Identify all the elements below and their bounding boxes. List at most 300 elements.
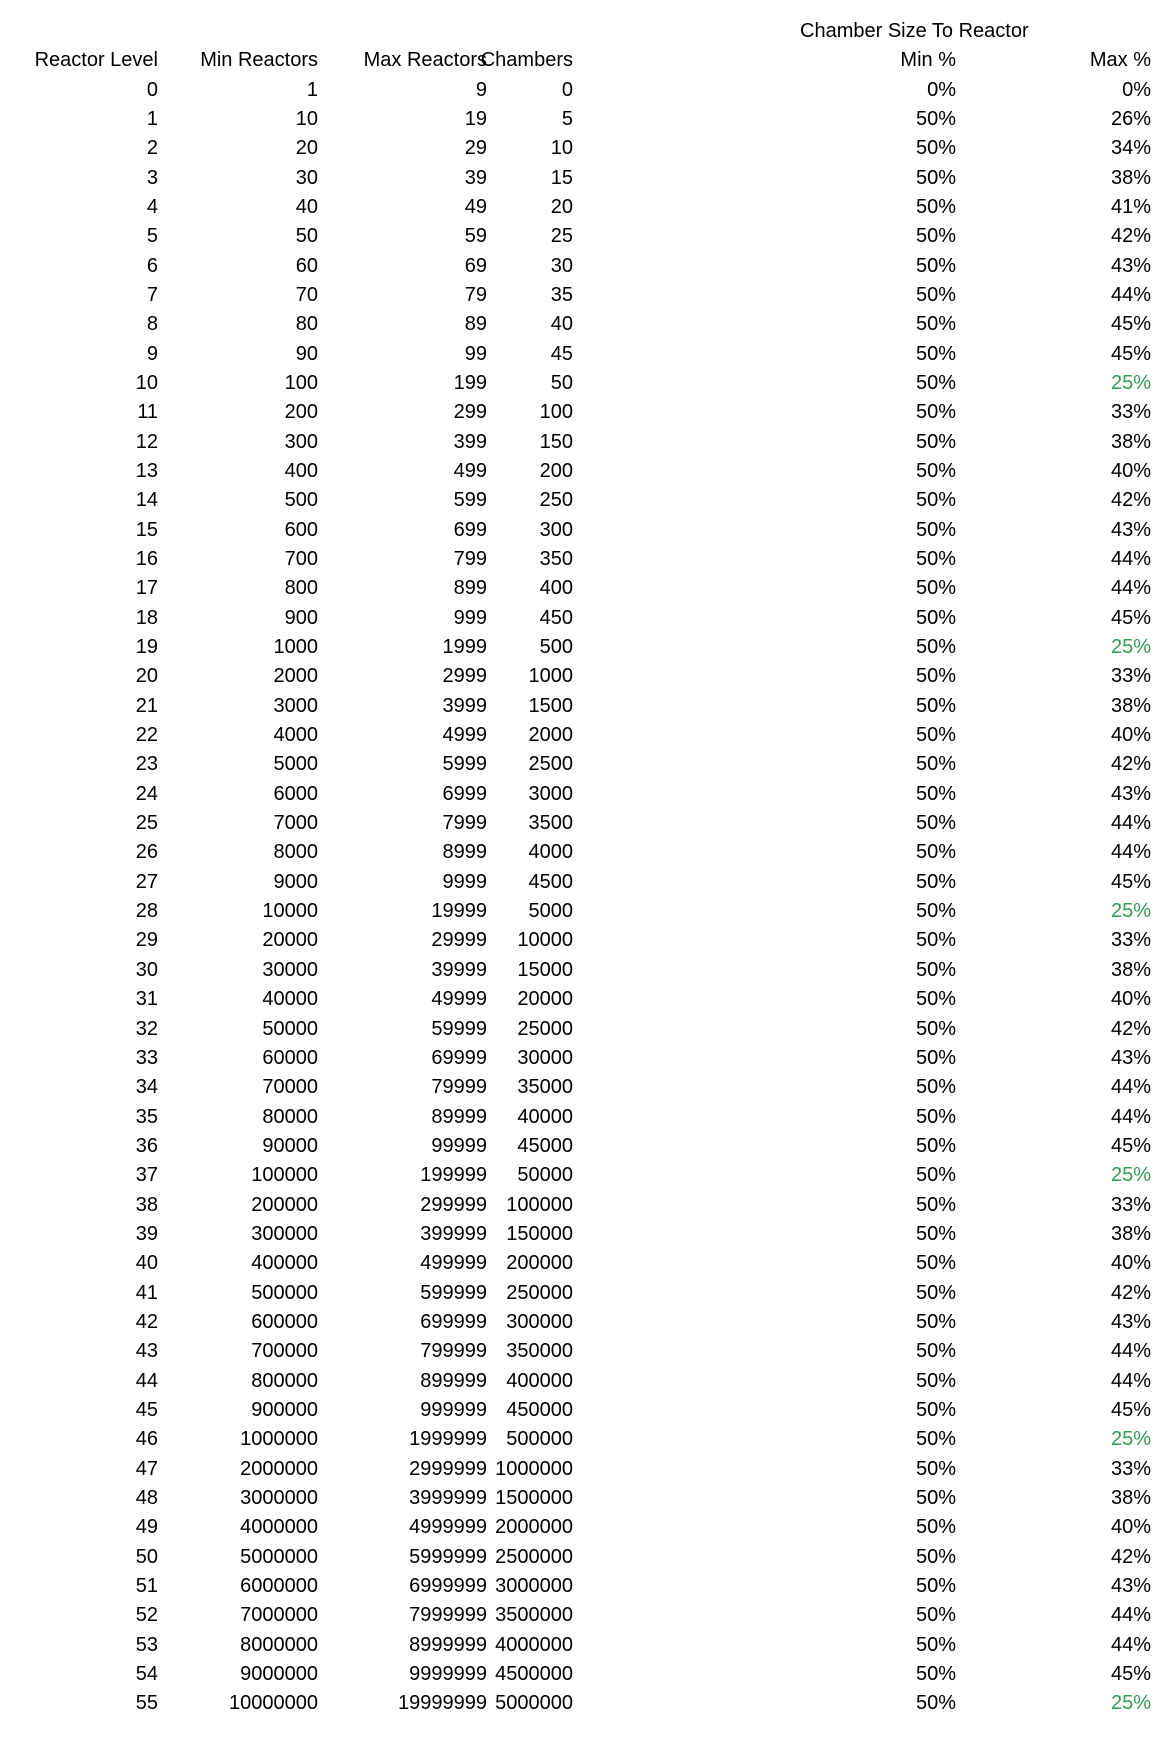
cell-max-reactors: 699	[453, 518, 487, 541]
cell-max-reactors: 49	[464, 195, 487, 218]
cell-min-reactors: 9000	[273, 870, 318, 893]
cell-reactor-level: 46	[135, 1428, 158, 1451]
cell-min-pct: 50%	[915, 665, 956, 688]
cell-reactor-level: 17	[135, 577, 158, 600]
cell-max-reactors: 99	[464, 342, 487, 365]
cell-reactor-level: 40	[135, 1252, 158, 1275]
cell-reactor-level: 15	[135, 518, 158, 541]
cell-max-reactors: 19999999	[398, 1692, 487, 1715]
cell-min-reactors: 10	[295, 107, 318, 130]
cell-min-reactors: 6000	[273, 782, 318, 805]
cell-chambers: 35	[550, 283, 573, 306]
cell-min-reactors: 8000	[273, 841, 318, 864]
cell-min-reactors: 30	[295, 166, 318, 189]
cell-min-pct: 50%	[915, 1398, 956, 1421]
cell-max-pct: 33%	[1110, 1457, 1151, 1480]
cell-max-reactors: 199	[453, 371, 487, 394]
cell-min-pct: 50%	[915, 1575, 956, 1598]
cell-reactor-level: 52	[135, 1604, 158, 1627]
cell-min-reactors: 10000	[262, 900, 318, 923]
cell-min-pct: 50%	[915, 753, 956, 776]
cell-min-reactors: 50000	[262, 1017, 318, 1040]
cell-max-pct: 44%	[1110, 841, 1151, 864]
cell-min-pct: 50%	[915, 1545, 956, 1568]
cell-reactor-level: 53	[135, 1633, 158, 1656]
cell-min-reactors: 40	[295, 195, 318, 218]
cell-chambers: 4000	[528, 841, 573, 864]
cell-min-pct: 50%	[915, 313, 956, 336]
cell-reactor-level: 38	[135, 1193, 158, 1216]
cell-max-reactors: 7999999	[409, 1604, 487, 1627]
cell-max-reactors: 59999	[431, 1017, 487, 1040]
cell-max-pct: 45%	[1110, 1663, 1151, 1686]
cell-max-reactors: 4999999	[409, 1516, 487, 1539]
cell-min-pct: 50%	[915, 1692, 956, 1715]
cell-max-reactors: 89999	[431, 1105, 487, 1128]
cell-chambers: 45	[550, 342, 573, 365]
cell-min-reactors: 60	[295, 254, 318, 277]
cell-max-pct: 42%	[1110, 1017, 1151, 1040]
cell-reactor-level: 20	[135, 665, 158, 688]
cell-max-reactors: 599	[453, 489, 487, 512]
cell-min-reactors: 900000	[251, 1398, 318, 1421]
cell-chambers: 30000	[517, 1046, 573, 1069]
cell-min-reactors: 9000000	[240, 1663, 318, 1686]
cell-max-pct: 25%	[1110, 900, 1151, 923]
cell-min-pct: 50%	[915, 1633, 956, 1656]
cell-chambers: 10	[550, 137, 573, 160]
cell-max-pct: 38%	[1110, 1222, 1151, 1245]
reactor-table	[0, 46, 1151, 1719]
cell-chambers: 500000	[506, 1428, 573, 1451]
cell-max-reactors: 79	[464, 283, 487, 306]
cell-reactor-level: 3	[146, 166, 158, 189]
cell-reactor-level: 54	[135, 1663, 158, 1686]
cell-min-reactors: 90	[295, 342, 318, 365]
cell-max-pct: 33%	[1110, 1193, 1151, 1216]
cell-min-reactors: 500000	[251, 1281, 318, 1304]
cell-min-reactors: 8000000	[240, 1633, 318, 1656]
cell-reactor-level: 4	[146, 195, 158, 218]
group-header-chamber-size-to-reactor: Chamber Size To Reactor	[800, 20, 1029, 42]
col-header-max-pct: Max %	[1089, 49, 1151, 72]
cell-reactor-level: 47	[135, 1457, 158, 1480]
cell-reactor-level: 16	[135, 548, 158, 571]
cell-min-reactors: 800	[284, 577, 318, 600]
cell-max-reactors: 79999	[431, 1076, 487, 1099]
cell-min-pct: 50%	[915, 1457, 956, 1480]
cell-max-pct: 33%	[1110, 401, 1151, 424]
cell-reactor-level: 25	[135, 812, 158, 835]
cell-reactor-level: 43	[135, 1340, 158, 1363]
cell-min-pct: 50%	[915, 548, 956, 571]
cell-min-pct: 50%	[915, 1310, 956, 1333]
cell-reactor-level: 44	[135, 1369, 158, 1392]
cell-max-pct: 44%	[1110, 1105, 1151, 1128]
cell-max-reactors: 799	[453, 548, 487, 571]
cell-chambers: 30	[550, 254, 573, 277]
cell-max-reactors: 8999	[442, 841, 487, 864]
cell-reactor-level: 5	[146, 225, 158, 248]
cell-min-reactors: 10000000	[229, 1692, 318, 1715]
cell-min-pct: 50%	[915, 1487, 956, 1510]
cell-min-pct: 50%	[915, 870, 956, 893]
cell-min-pct: 50%	[915, 1428, 956, 1451]
cell-max-pct: 38%	[1110, 694, 1151, 717]
cell-chambers: 150000	[506, 1222, 573, 1245]
cell-reactor-level: 35	[135, 1105, 158, 1128]
cell-max-reactors: 599999	[420, 1281, 487, 1304]
cell-min-pct: 50%	[915, 988, 956, 1011]
cell-chambers: 450000	[506, 1398, 573, 1421]
cell-min-reactors: 1	[306, 78, 318, 101]
cell-chambers: 100000	[506, 1193, 573, 1216]
cell-max-pct: 43%	[1110, 518, 1151, 541]
cell-max-reactors: 29	[464, 137, 487, 160]
cell-max-pct: 38%	[1110, 958, 1151, 981]
cell-min-reactors: 30000	[262, 958, 318, 981]
cell-max-reactors: 999	[453, 606, 487, 629]
cell-min-reactors: 300	[284, 430, 318, 453]
cell-min-reactors: 4000000	[240, 1516, 318, 1539]
cell-chambers: 100	[539, 401, 573, 424]
cell-min-pct: 50%	[915, 489, 956, 512]
cell-reactor-level: 10	[135, 371, 158, 394]
cell-max-reactors: 3999	[442, 694, 487, 717]
cell-chambers: 3000	[528, 782, 573, 805]
cell-min-pct: 50%	[915, 459, 956, 482]
cell-max-pct: 45%	[1110, 313, 1151, 336]
cell-min-pct: 50%	[915, 371, 956, 394]
cell-reactor-level: 51	[135, 1575, 158, 1598]
cell-min-reactors: 60000	[262, 1046, 318, 1069]
cell-reactor-level: 45	[135, 1398, 158, 1421]
cell-max-pct: 26%	[1110, 107, 1151, 130]
cell-max-pct: 33%	[1110, 929, 1151, 952]
cell-chambers: 1000000	[495, 1457, 573, 1480]
cell-max-reactors: 699999	[420, 1310, 487, 1333]
cell-min-reactors: 5000000	[240, 1545, 318, 1568]
cell-max-pct: 25%	[1110, 371, 1151, 394]
cell-max-pct: 43%	[1110, 1310, 1151, 1333]
cell-reactor-level: 31	[135, 988, 158, 1011]
cell-max-reactors: 299	[453, 401, 487, 424]
cell-min-pct: 50%	[915, 1604, 956, 1627]
cell-min-reactors: 20	[295, 137, 318, 160]
cell-max-pct: 43%	[1110, 782, 1151, 805]
cell-min-pct: 50%	[915, 166, 956, 189]
cell-reactor-level: 49	[135, 1516, 158, 1539]
cell-chambers: 250	[539, 489, 573, 512]
cell-min-reactors: 500	[284, 489, 318, 512]
cell-reactor-level: 13	[135, 459, 158, 482]
cell-reactor-level: 33	[135, 1046, 158, 1069]
cell-max-pct: 43%	[1110, 1046, 1151, 1069]
cell-chambers: 200000	[506, 1252, 573, 1275]
cell-max-reactors: 799999	[420, 1340, 487, 1363]
cell-chambers: 50000	[517, 1164, 573, 1187]
cell-chambers: 3500000	[495, 1604, 573, 1627]
cell-max-reactors: 9999	[442, 870, 487, 893]
cell-min-reactors: 600000	[251, 1310, 318, 1333]
cell-chambers: 25	[550, 225, 573, 248]
cell-min-pct: 50%	[915, 1516, 956, 1539]
cell-max-pct: 45%	[1110, 342, 1151, 365]
cell-min-reactors: 200000	[251, 1193, 318, 1216]
cell-max-pct: 44%	[1110, 548, 1151, 571]
cell-reactor-level: 32	[135, 1017, 158, 1040]
cell-max-pct: 43%	[1110, 1575, 1151, 1598]
cell-chambers: 15000	[517, 958, 573, 981]
cell-reactor-level: 26	[135, 841, 158, 864]
cell-max-pct: 42%	[1110, 753, 1151, 776]
cell-min-reactors: 400000	[251, 1252, 318, 1275]
cell-chambers: 3000000	[495, 1575, 573, 1598]
cell-chambers: 5000000	[495, 1692, 573, 1715]
cell-max-reactors: 3999999	[409, 1487, 487, 1510]
cell-max-reactors: 49999	[431, 988, 487, 1011]
cell-max-pct: 44%	[1110, 283, 1151, 306]
cell-max-reactors: 69	[464, 254, 487, 277]
cell-min-reactors: 1000	[273, 636, 318, 659]
cell-min-reactors: 20000	[262, 929, 318, 952]
cell-max-pct: 42%	[1110, 1281, 1151, 1304]
cell-reactor-level: 27	[135, 870, 158, 893]
cell-min-reactors: 80	[295, 313, 318, 336]
cell-min-reactors: 400	[284, 459, 318, 482]
cell-reactor-level: 24	[135, 782, 158, 805]
cell-chambers: 350000	[506, 1340, 573, 1363]
cell-max-pct: 34%	[1110, 137, 1151, 160]
cell-min-pct: 50%	[915, 401, 956, 424]
cell-min-pct: 50%	[915, 518, 956, 541]
cell-chambers: 1500000	[495, 1487, 573, 1510]
cell-min-pct: 50%	[915, 900, 956, 923]
cell-min-reactors: 4000	[273, 724, 318, 747]
cell-min-pct: 50%	[915, 782, 956, 805]
cell-chambers: 300000	[506, 1310, 573, 1333]
cell-max-pct: 45%	[1110, 1134, 1151, 1157]
cell-max-pct: 45%	[1110, 1398, 1151, 1421]
cell-max-reactors: 399999	[420, 1222, 487, 1245]
cell-chambers: 2000	[528, 724, 573, 747]
cell-chambers: 4500	[528, 870, 573, 893]
cell-reactor-level: 48	[135, 1487, 158, 1510]
cell-chambers: 250000	[506, 1281, 573, 1304]
cell-chambers: 2000000	[495, 1516, 573, 1539]
cell-max-pct: 44%	[1110, 1340, 1151, 1363]
cell-chambers: 35000	[517, 1076, 573, 1099]
cell-min-reactors: 90000	[262, 1134, 318, 1157]
cell-max-reactors: 299999	[420, 1193, 487, 1216]
col-header-max-reactors: Max Reactors	[363, 49, 487, 72]
cell-min-reactors: 3000000	[240, 1487, 318, 1510]
cell-chambers: 0	[561, 78, 573, 101]
cell-max-reactors: 9999999	[409, 1663, 487, 1686]
cell-reactor-level: 34	[135, 1076, 158, 1099]
cell-max-reactors: 499999	[420, 1252, 487, 1275]
cell-max-reactors: 899999	[420, 1369, 487, 1392]
cell-min-reactors: 300000	[251, 1222, 318, 1245]
cell-min-reactors: 800000	[251, 1369, 318, 1392]
cell-reactor-level: 29	[135, 929, 158, 952]
cell-chambers: 4500000	[495, 1663, 573, 1686]
cell-min-pct: 50%	[915, 929, 956, 952]
cell-max-pct: 40%	[1110, 1252, 1151, 1275]
cell-min-reactors: 700000	[251, 1340, 318, 1363]
cell-max-pct: 0%	[1122, 78, 1151, 101]
cell-min-reactors: 2000000	[240, 1457, 318, 1480]
cell-min-pct: 50%	[915, 195, 956, 218]
cell-max-reactors: 6999999	[409, 1575, 487, 1598]
cell-max-pct: 44%	[1110, 1369, 1151, 1392]
cell-chambers: 5	[561, 107, 573, 130]
cell-min-pct: 50%	[915, 283, 956, 306]
cell-chambers: 20000	[517, 988, 573, 1011]
cell-min-pct: 50%	[915, 1017, 956, 1040]
cell-chambers: 1500	[528, 694, 573, 717]
cell-reactor-level: 23	[135, 753, 158, 776]
cell-max-reactors: 69999	[431, 1046, 487, 1069]
cell-min-pct: 50%	[915, 958, 956, 981]
cell-chambers: 40000	[517, 1105, 573, 1128]
cell-max-pct: 44%	[1110, 1633, 1151, 1656]
cell-chambers: 20	[550, 195, 573, 218]
cell-reactor-level: 41	[135, 1281, 158, 1304]
cell-min-pct: 50%	[915, 724, 956, 747]
cell-reactor-level: 21	[135, 694, 158, 717]
cell-max-pct: 44%	[1110, 1604, 1151, 1627]
cell-max-pct: 38%	[1110, 166, 1151, 189]
cell-max-reactors: 99999	[431, 1134, 487, 1157]
cell-reactor-level: 22	[135, 724, 158, 747]
cell-min-pct: 0%	[927, 78, 956, 101]
cell-max-pct: 38%	[1110, 430, 1151, 453]
cell-min-reactors: 200	[284, 401, 318, 424]
cell-max-pct: 44%	[1110, 577, 1151, 600]
cell-min-reactors: 3000	[273, 694, 318, 717]
cell-chambers: 40	[550, 313, 573, 336]
cell-reactor-level: 2	[146, 137, 158, 160]
cell-max-pct: 41%	[1110, 195, 1151, 218]
cell-max-reactors: 59	[464, 225, 487, 248]
cell-max-pct: 45%	[1110, 870, 1151, 893]
cell-max-pct: 42%	[1110, 1545, 1151, 1568]
cell-max-reactors: 1999999	[409, 1428, 487, 1451]
cell-reactor-level: 8	[146, 313, 158, 336]
cell-min-pct: 50%	[915, 342, 956, 365]
cell-max-reactors: 39	[464, 166, 487, 189]
cell-min-pct: 50%	[915, 107, 956, 130]
cell-min-pct: 50%	[915, 1340, 956, 1363]
cell-min-pct: 50%	[915, 577, 956, 600]
cell-min-reactors: 900	[284, 606, 318, 629]
cell-chambers: 500	[539, 636, 573, 659]
cell-reactor-level: 39	[135, 1222, 158, 1245]
cell-min-reactors: 600	[284, 518, 318, 541]
cell-min-reactors: 80000	[262, 1105, 318, 1128]
cell-min-pct: 50%	[915, 812, 956, 835]
cell-reactor-level: 12	[135, 430, 158, 453]
cell-chambers: 150	[539, 430, 573, 453]
cell-max-reactors: 5999999	[409, 1545, 487, 1568]
cell-min-pct: 50%	[915, 841, 956, 864]
cell-reactor-level: 0	[146, 78, 158, 101]
cell-min-reactors: 700	[284, 548, 318, 571]
cell-min-pct: 50%	[915, 1193, 956, 1216]
cell-max-reactors: 7999	[442, 812, 487, 835]
cell-reactor-level: 50	[135, 1545, 158, 1568]
cell-max-pct: 44%	[1110, 812, 1151, 835]
cell-chambers: 300	[539, 518, 573, 541]
cell-reactor-level: 55	[135, 1692, 158, 1715]
cell-max-pct: 42%	[1110, 225, 1151, 248]
cell-max-reactors: 19	[464, 107, 487, 130]
cell-max-reactors: 6999	[442, 782, 487, 805]
cell-chambers: 1000	[528, 665, 573, 688]
cell-min-pct: 50%	[915, 1134, 956, 1157]
col-header-chambers: Chambers	[480, 49, 573, 72]
cell-min-pct: 50%	[915, 1164, 956, 1187]
cell-max-pct: 40%	[1110, 724, 1151, 747]
cell-min-pct: 50%	[915, 606, 956, 629]
cell-max-reactors: 1999	[442, 636, 487, 659]
cell-chambers: 25000	[517, 1017, 573, 1040]
cell-min-reactors: 7000	[273, 812, 318, 835]
cell-max-pct: 44%	[1110, 1076, 1151, 1099]
cell-max-reactors: 19999	[431, 900, 487, 923]
cell-reactor-level: 28	[135, 900, 158, 923]
cell-max-pct: 40%	[1110, 1516, 1151, 1539]
cell-chambers: 10000	[517, 929, 573, 952]
cell-max-reactors: 399	[453, 430, 487, 453]
cell-min-reactors: 5000	[273, 753, 318, 776]
cell-chambers: 2500000	[495, 1545, 573, 1568]
cell-max-reactors: 2999	[442, 665, 487, 688]
cell-min-pct: 50%	[915, 694, 956, 717]
cell-min-reactors: 70	[295, 283, 318, 306]
cell-max-pct: 38%	[1110, 1487, 1151, 1510]
cell-reactor-level: 42	[135, 1310, 158, 1333]
cell-reactor-level: 19	[135, 636, 158, 659]
cell-reactor-level: 1	[146, 107, 158, 130]
cell-min-reactors: 100	[284, 371, 318, 394]
cell-chambers: 3500	[528, 812, 573, 835]
cell-min-reactors: 1000000	[240, 1428, 318, 1451]
cell-min-pct: 50%	[915, 225, 956, 248]
cell-max-reactors: 4999	[442, 724, 487, 747]
cell-chambers: 45000	[517, 1134, 573, 1157]
cell-max-reactors: 89	[464, 313, 487, 336]
cell-chambers: 350	[539, 548, 573, 571]
cell-min-pct: 50%	[915, 1663, 956, 1686]
cell-max-reactors: 9	[475, 78, 487, 101]
cell-min-reactors: 6000000	[240, 1575, 318, 1598]
cell-max-pct: 33%	[1110, 665, 1151, 688]
cell-max-pct: 40%	[1110, 988, 1151, 1011]
cell-max-pct: 43%	[1110, 254, 1151, 277]
cell-max-pct: 25%	[1110, 1164, 1151, 1187]
cell-chambers: 400000	[506, 1369, 573, 1392]
cell-min-pct: 50%	[915, 1222, 956, 1245]
cell-max-reactors: 999999	[420, 1398, 487, 1421]
cell-min-pct: 50%	[915, 1369, 956, 1392]
cell-min-pct: 50%	[915, 1046, 956, 1069]
cell-chambers: 200	[539, 459, 573, 482]
cell-reactor-level: 7	[146, 283, 158, 306]
cell-max-pct: 42%	[1110, 489, 1151, 512]
cell-min-pct: 50%	[915, 1252, 956, 1275]
